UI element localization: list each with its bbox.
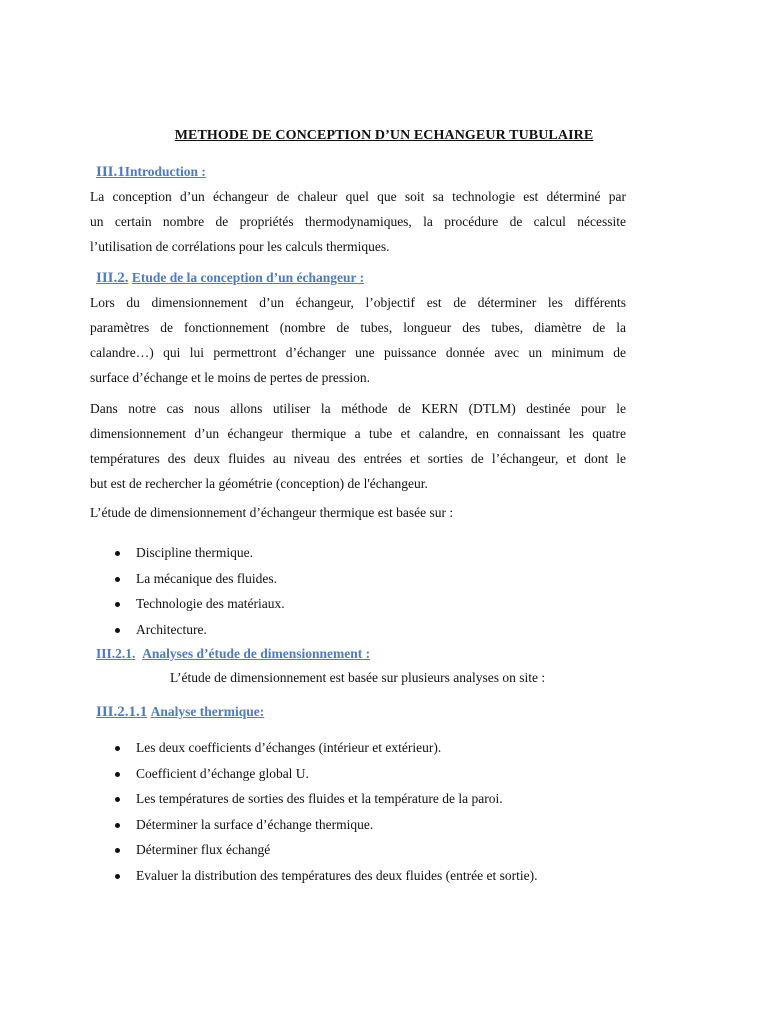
paragraph-line: dimensionnement d’un échangeur thermique a tube et calandre, en connaissant les quatre: [90, 426, 626, 441]
bullet-icon: [115, 772, 120, 777]
list-item-text: Evaluer la distribution des températures des deux fluides (entrée et sortie).: [136, 867, 538, 883]
paragraph-line: l’utilisation de corrélations pour les calculs thermiques.: [90, 239, 390, 254]
section-heading-etude: [96, 270, 364, 287]
paragraph-kern: [90, 396, 626, 496]
paragraph-line: calandre…) qui lui permettront d’échanger une puissance donnée avec un minimum de: [90, 345, 626, 360]
list-item: [112, 786, 538, 812]
section-number: III.2.1.: [96, 646, 136, 661]
list-item-text: Technologie des matériaux.: [136, 596, 285, 611]
paragraph-analyses: L’étude de dimensionnement est basée sur plusieurs analyses on site :: [170, 670, 546, 685]
bullet-icon: [115, 628, 120, 633]
bullet-list-disciplines: [112, 540, 285, 642]
bullet-icon: [115, 551, 120, 556]
paragraph-line: températures des deux fluides au niveau des entrées et sorties de l’échangeur, et dont le: [90, 451, 626, 466]
list-item-text: Coefficient d’échange global U.: [136, 765, 309, 781]
list-item: [112, 812, 538, 838]
section-title: Etude de la conception d’un échangeur :: [131, 270, 365, 285]
paragraph-line: surface d’échange et le moins de pertes de pression.: [90, 370, 371, 385]
section-title: Analyse thermique:: [150, 704, 265, 719]
list-item: [112, 617, 285, 643]
list-item: [112, 863, 538, 889]
list-item-text: La mécanique des fluides.: [136, 570, 277, 586]
paragraph-line: Lors du dimensionnement d’un échangeur, l’objectif est de déterminer les différents: [90, 295, 626, 310]
paragraph-line: paramètres de fonctionnement (nombre de tubes, longueur des tubes, diamètre de la: [90, 320, 626, 335]
list-item: [112, 591, 285, 617]
list-item-text: Les températures de sorties des fluides et la température de la paroi.: [136, 791, 503, 806]
section-heading-analyse-thermique: [96, 704, 264, 721]
list-item: [112, 837, 538, 863]
list-item: [112, 735, 538, 761]
section-title: Analyses d’étude de dimensionnement :: [142, 646, 371, 661]
list-item-text: Déterminer flux échangé: [136, 842, 271, 857]
list-item-text: Déterminer la surface d’échange thermique.: [136, 816, 374, 832]
list-item-text: Les deux coefficients d’échanges (intérieur et extérieur).: [136, 740, 442, 755]
bullet-icon: [115, 874, 120, 879]
paragraph-dimensionnement: [90, 290, 626, 390]
list-item: [112, 540, 285, 566]
section-heading-introduction: [96, 164, 206, 181]
paragraph-line: La conception d’un échangeur de chaleur quel que soit sa technologie est déterminé par: [90, 189, 626, 204]
list-item: [112, 566, 285, 592]
bullet-icon: [115, 577, 120, 582]
paragraph-line: but est de rechercher la géométrie (conception) de l'échangeur.: [90, 476, 428, 491]
section-number: III.2.1.1: [96, 704, 148, 720]
section-number: III.2.: [96, 270, 129, 286]
paragraph-line: Dans notre cas nous allons utiliser la méthode de KERN (DTLM) destinée pour le: [90, 401, 626, 416]
paragraph-basis: L’étude de dimensionnement d’échangeur thermique est basée sur :: [90, 505, 454, 520]
list-item-text: Discipline thermique.: [136, 545, 253, 560]
section-title: Introduction :: [124, 164, 206, 179]
bullet-icon: [115, 746, 120, 751]
bullet-icon: [115, 797, 120, 802]
paragraph-line: un certain nombre de propriétés thermodynamiques, la procédure de calcul nécessite: [90, 214, 626, 229]
section-heading-analyses: [96, 646, 370, 662]
bullet-list-analyse-thermique: [112, 735, 538, 888]
bullet-icon: [115, 823, 120, 828]
bullet-icon: [115, 602, 120, 607]
document-title: METHODE DE CONCEPTION D’UN ECHANGEUR TUBULAIRE: [174, 128, 594, 143]
list-item-text: Architecture.: [136, 621, 207, 637]
intro-paragraph: [90, 184, 626, 259]
list-item: [112, 761, 538, 787]
section-number: III.1: [96, 164, 125, 180]
bullet-icon: [115, 848, 120, 853]
